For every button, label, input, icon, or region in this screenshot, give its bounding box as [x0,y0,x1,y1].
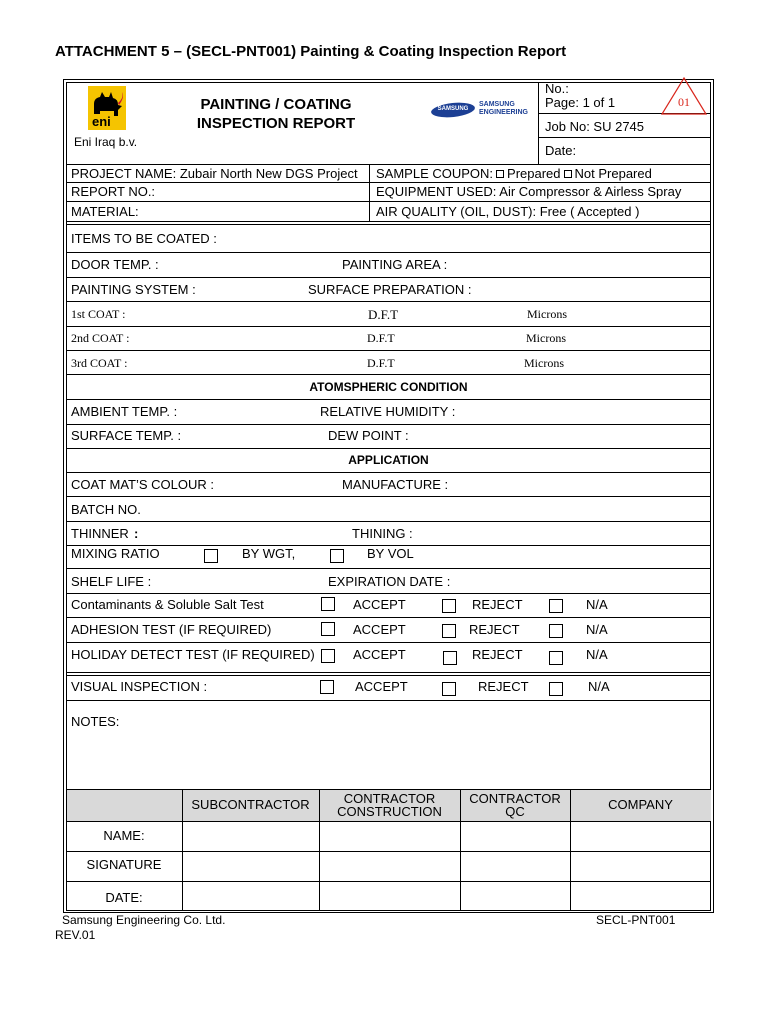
surface-temp: SURFACE TEMP. : [71,428,182,443]
test-row-3-accept: ACCEPT [353,647,406,662]
footer-doc-code: SECL-PNT001 [596,913,676,927]
test-row-3-na: N/A [586,647,608,662]
report-no: REPORT NO.: [71,184,156,199]
samsung-eng-line1: SAMSUNG [479,101,515,108]
test-row-4-accept: ACCEPT [355,679,408,694]
samsung-logo-text: SAMSUNG [437,106,469,112]
sample-coupon [376,166,652,181]
dew-point: DEW POINT : [328,428,409,443]
page-label: Page: 1 of 1 [545,95,616,110]
signoff-col-contractor-construction-2: CONSTRUCTION [337,804,442,819]
prepared-label: Prepared [507,166,561,181]
coat3-dft: D.F.T [367,356,395,370]
eni-logo-text: eni [92,114,111,129]
signoff-col-contractor-qc-1: CONTRACTOR [469,791,561,806]
painting-area: PAINTING AREA : [342,257,448,272]
atmospheric-heading: ATOMSPHERIC CONDITION [309,380,468,394]
coat1-label: 1st COAT : [71,307,126,321]
coat2-label: 2nd COAT : [71,331,130,345]
test-row-1-accept: ACCEPT [353,597,406,612]
not-prepared-checkbox[interactable] [564,170,572,178]
test-row-1-reject: REJECT [472,597,523,612]
prepared-checkbox[interactable] [496,170,504,178]
attachment-title: ATTACHMENT 5 – (SECL-PNT001) Painting & Coating Inspection Report [55,43,567,60]
signoff-col-company: COMPANY [608,797,673,812]
test-row-1-na-checkbox[interactable] [549,599,563,613]
by-vol-checkbox[interactable] [330,549,344,563]
test-row-1-accept-checkbox[interactable] [321,597,335,611]
equipment-used: EQUIPMENT USED: Air Compressor & Airless Spray [376,184,682,199]
test-row-2-reject-checkbox[interactable] [442,624,456,638]
test-row-2-accept: ACCEPT [353,622,406,637]
air-quality: AIR QUALITY (OIL, DUST): Free ( Accepted ) [376,204,640,219]
company-name: Eni Iraq b.v. [74,135,138,149]
test-row-3-na-checkbox[interactable] [549,651,563,665]
signoff-col-contractor-qc-2: QC [505,804,525,819]
test-row-2-accept-checkbox[interactable] [321,622,335,636]
test-row-1-reject-checkbox[interactable] [442,599,456,613]
relative-humidity: RELATIVE HUMIDITY : [320,404,456,419]
project-name: PROJECT NAME: Zubair North New DGS Project [71,166,358,181]
ambient-temp: AMBIENT TEMP. : [71,404,178,419]
test-row-2-na: N/A [586,622,608,637]
batch-no: BATCH NO. [71,502,141,517]
shelf-life: SHELF LIFE : [71,574,152,589]
sample-coupon-label: SAMPLE COUPON: [376,166,494,181]
test-row-4-label: VISUAL INSPECTION : [71,679,208,694]
signoff-col-contractor-construction-1: CONTRACTOR [343,791,436,806]
items-to-be-coated: ITEMS TO BE COATED : [71,231,217,246]
test-row-3-reject-checkbox[interactable] [443,651,457,665]
test-row-4-na-checkbox[interactable] [549,682,563,696]
coat3-microns: Microns [524,356,564,370]
signoff-row-signature: SIGNATURE [86,857,162,872]
test-row-1-label: Contaminants & Soluble Salt Test [71,597,264,612]
test-row-2-label: ADHESION TEST (IF REQUIRED) [71,622,272,637]
not-prepared-label: Not Prepared [574,166,652,181]
coat-colour: COAT MAT’S COLOUR : [71,477,215,492]
test-row-4-reject-checkbox[interactable] [442,682,456,696]
surface-preparation: SURFACE PREPARATION : [308,282,472,297]
footer-rev: REV.01 [55,928,96,942]
coat2-microns: Microns [526,331,566,345]
signoff-row-name: NAME: [103,828,145,843]
signoff-col-subcontractor: SUBCONTRACTOR [191,797,310,812]
test-row-3-reject: REJECT [472,647,523,662]
application-heading: APPLICATION [348,453,429,467]
material: MATERIAL: [71,204,139,219]
job-no: Job No: SU 2745 [545,119,645,134]
test-row-3-label: HOLIDAY DETECT TEST (IF REQUIRED) [71,647,315,662]
date-label: Date: [545,143,577,158]
footer-company: Samsung Engineering Co. Ltd. [62,913,226,927]
thinner: THINNER [71,526,129,541]
form-title-line1: PAINTING / COATING [200,96,352,113]
coat1-dft: D.F.T [368,307,399,322]
signoff-row-date: DATE: [105,890,143,905]
test-row-4-accept-checkbox[interactable] [320,680,334,694]
test-row-3-accept-checkbox[interactable] [321,649,335,663]
samsung-eng-line2: ENGINEERING [479,109,529,116]
manufacture: MANUFACTURE : [342,477,449,492]
test-row-4-na: N/A [588,679,610,694]
by-wgt-checkbox[interactable] [204,549,218,563]
thining: THINING : [352,526,413,541]
test-row-4-reject: REJECT [478,679,529,694]
by-vol-label: BY VOL [367,546,414,561]
notes-label: NOTES: [71,714,120,729]
coat2-dft: D.F.T [367,331,395,345]
form-title-line2: INSPECTION REPORT [196,115,356,132]
test-row-2-reject: REJECT [469,622,520,637]
mixing-ratio: MIXING RATIO [71,546,160,561]
by-wgt-label: BY WGT, [242,546,296,561]
door-temp: DOOR TEMP. : [71,257,159,272]
revision-marker: 01 [678,95,690,109]
test-row-2-na-checkbox[interactable] [549,624,563,638]
coat3-label: 3rd COAT : [71,356,128,370]
thinner-colon: : [134,526,139,541]
coat1-microns: Microns [527,307,567,321]
no-label: No.: [545,81,569,96]
test-row-1-na: N/A [586,597,608,612]
painting-system: PAINTING SYSTEM : [71,282,196,297]
expiration-date: EXPIRATION DATE : [328,574,451,589]
